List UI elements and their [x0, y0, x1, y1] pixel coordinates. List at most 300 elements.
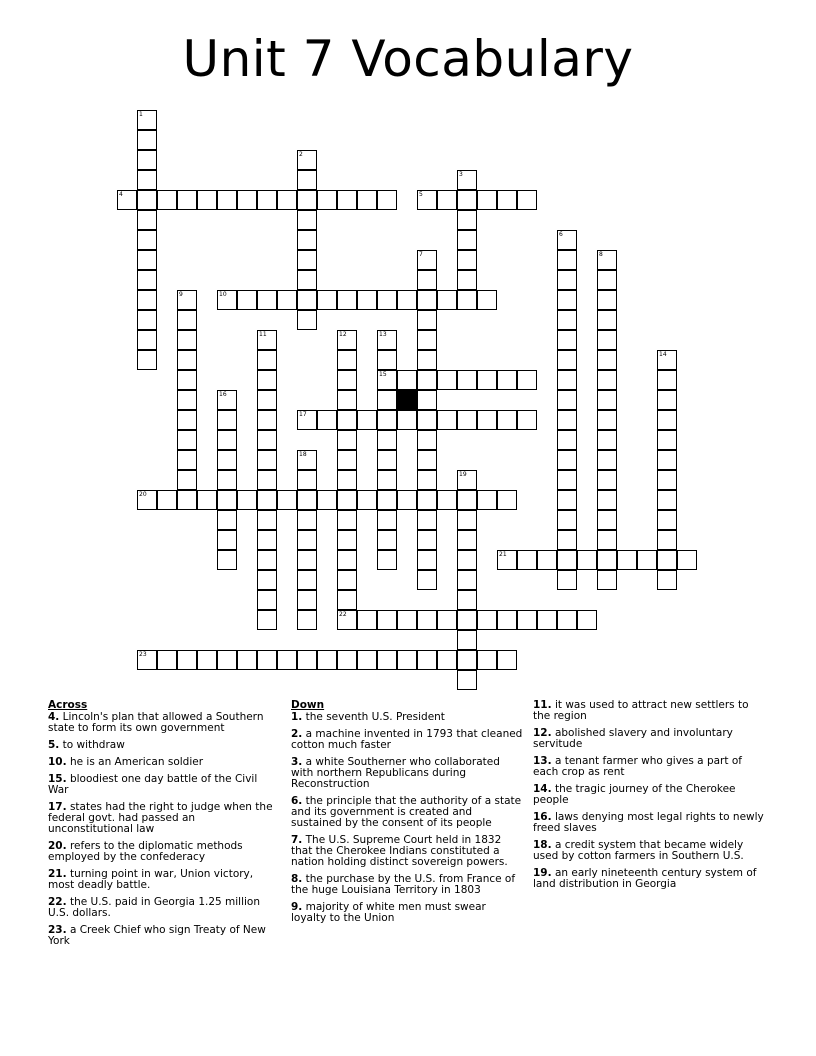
grid-cell[interactable] — [137, 150, 157, 170]
clue-number: 4. — [48, 711, 60, 723]
grid-cell[interactable] — [337, 490, 357, 510]
grid-cell[interactable] — [257, 550, 277, 570]
grid-cell[interactable] — [357, 610, 377, 630]
clue-number: 18. — [533, 839, 552, 851]
grid-cell[interactable] — [477, 190, 497, 210]
grid-cell[interactable] — [417, 510, 437, 530]
grid-cell[interactable] — [597, 370, 617, 390]
grid-cell[interactable] — [417, 350, 437, 370]
grid-cell[interactable] — [337, 190, 357, 210]
grid-cell[interactable] — [297, 490, 317, 510]
grid-cell[interactable] — [237, 650, 257, 670]
grid-cell[interactable] — [597, 470, 617, 490]
grid-cell[interactable] — [617, 550, 637, 570]
grid-cell[interactable] — [297, 650, 317, 670]
grid-cell[interactable] — [397, 610, 417, 630]
grid-cell[interactable] — [257, 290, 277, 310]
grid-cell[interactable] — [457, 510, 477, 530]
grid-cell[interactable] — [237, 190, 257, 210]
grid-cell[interactable] — [497, 490, 517, 510]
grid-cell[interactable] — [417, 530, 437, 550]
grid-cell[interactable] — [197, 650, 217, 670]
grid-cell[interactable] — [417, 410, 437, 430]
grid-cell[interactable] — [137, 650, 157, 670]
grid-cell[interactable] — [437, 610, 457, 630]
grid-cell[interactable] — [377, 510, 397, 530]
grid-cell[interactable] — [557, 390, 577, 410]
clue-text: abolished slavery and involuntary servitude — [533, 727, 733, 750]
grid-cell[interactable] — [477, 490, 497, 510]
grid-cell[interactable] — [557, 470, 577, 490]
grid-cell[interactable] — [297, 450, 317, 470]
grid-cell[interactable] — [317, 290, 337, 310]
grid-cell[interactable] — [397, 490, 417, 510]
grid-cell[interactable] — [177, 450, 197, 470]
grid-cell[interactable] — [417, 490, 437, 510]
grid-cell[interactable] — [437, 370, 457, 390]
grid-cell[interactable] — [237, 290, 257, 310]
grid-cell[interactable] — [517, 370, 537, 390]
grid-cell[interactable] — [217, 190, 237, 210]
grid-cell[interactable] — [597, 290, 617, 310]
grid-cell[interactable] — [577, 550, 597, 570]
grid-cell[interactable] — [357, 410, 377, 430]
grid-cell[interactable] — [237, 490, 257, 510]
clue-number: 14 — [659, 351, 667, 358]
grid-cell[interactable] — [337, 610, 357, 630]
grid-cell[interactable] — [417, 650, 437, 670]
grid-cell[interactable] — [637, 550, 657, 570]
grid-cell[interactable] — [557, 410, 577, 430]
grid-cell[interactable] — [337, 450, 357, 470]
grid-cell[interactable] — [397, 410, 417, 430]
grid-cell[interactable] — [297, 230, 317, 250]
grid-cell[interactable] — [457, 210, 477, 230]
clue-item — [291, 835, 523, 868]
grid-cell[interactable] — [217, 450, 237, 470]
grid-cell[interactable] — [597, 450, 617, 470]
grid-cell[interactable] — [297, 570, 317, 590]
grid-cell[interactable] — [257, 470, 277, 490]
grid-cell[interactable] — [137, 170, 157, 190]
grid-cell[interactable] — [317, 490, 337, 510]
grid-cell[interactable] — [177, 290, 197, 310]
grid-cell[interactable] — [377, 190, 397, 210]
grid-cell[interactable] — [257, 530, 277, 550]
grid-cell[interactable] — [557, 450, 577, 470]
grid-cell[interactable] — [297, 270, 317, 290]
grid-cell[interactable] — [217, 410, 237, 430]
grid-cell[interactable] — [257, 190, 277, 210]
grid-cell[interactable] — [517, 410, 537, 430]
grid-cell[interactable] — [597, 490, 617, 510]
grid-cell[interactable] — [137, 270, 157, 290]
grid-cell[interactable] — [657, 430, 677, 450]
grid-cell[interactable] — [297, 510, 317, 530]
grid-cell[interactable] — [457, 190, 477, 210]
grid-cell[interactable] — [417, 610, 437, 630]
grid-cell[interactable] — [597, 350, 617, 370]
grid-cell[interactable] — [177, 410, 197, 430]
clue-number: 18 — [299, 451, 307, 458]
grid-cell[interactable] — [557, 530, 577, 550]
grid-cell[interactable] — [657, 550, 677, 570]
grid-cell[interactable] — [297, 550, 317, 570]
grid-cell[interactable] — [517, 550, 537, 570]
grid-cell[interactable] — [177, 650, 197, 670]
grid-cell[interactable] — [337, 590, 357, 610]
grid-cell[interactable] — [497, 610, 517, 630]
grid-cell[interactable] — [417, 190, 437, 210]
grid-cell[interactable] — [377, 530, 397, 550]
grid-cell[interactable] — [377, 650, 397, 670]
clue-number: 15. — [48, 773, 67, 785]
grid-cell[interactable] — [117, 190, 137, 210]
grid-cell[interactable] — [437, 650, 457, 670]
clue-item — [48, 869, 280, 891]
grid-cell[interactable] — [257, 590, 277, 610]
grid-cell[interactable] — [557, 570, 577, 590]
grid-cell[interactable] — [597, 430, 617, 450]
grid-cell[interactable] — [257, 330, 277, 350]
grid-cell[interactable] — [517, 190, 537, 210]
grid-cell[interactable] — [437, 410, 457, 430]
grid-cell[interactable] — [437, 190, 457, 210]
grid-cell[interactable] — [217, 510, 237, 530]
grid-cell[interactable] — [497, 190, 517, 210]
grid-cell[interactable] — [457, 550, 477, 570]
grid-cell[interactable] — [137, 250, 157, 270]
clue-item — [291, 796, 523, 829]
grid-cell[interactable] — [337, 350, 357, 370]
grid-cell[interactable] — [377, 490, 397, 510]
page-title: Unit 7 Vocabulary — [182, 30, 634, 88]
grid-cell[interactable] — [337, 470, 357, 490]
grid-cell[interactable] — [437, 290, 457, 310]
grid-cell[interactable] — [317, 650, 337, 670]
grid-cell[interactable] — [377, 410, 397, 430]
clue-item — [533, 700, 765, 722]
grid-cell[interactable] — [657, 510, 677, 530]
grid-cell[interactable] — [137, 290, 157, 310]
grid-cell[interactable] — [377, 550, 397, 570]
grid-cell[interactable] — [557, 310, 577, 330]
grid-cell[interactable] — [597, 390, 617, 410]
grid-cell[interactable] — [337, 530, 357, 550]
grid-cell[interactable] — [177, 490, 197, 510]
grid-cell[interactable] — [157, 490, 177, 510]
grid-cell[interactable] — [397, 290, 417, 310]
grid-cell[interactable] — [337, 410, 357, 430]
clue-number: 23 — [139, 651, 147, 658]
grid-cell[interactable] — [377, 610, 397, 630]
grid-cell[interactable] — [557, 330, 577, 350]
grid-cell[interactable] — [337, 650, 357, 670]
grid-cell[interactable] — [137, 210, 157, 230]
grid-cell[interactable] — [537, 610, 557, 630]
clue-number: 16 — [219, 391, 227, 398]
grid-cell[interactable] — [417, 430, 437, 450]
grid-cell[interactable] — [657, 530, 677, 550]
grid-cell[interactable] — [477, 650, 497, 670]
clue-item — [533, 868, 765, 890]
grid-cell[interactable] — [557, 370, 577, 390]
grid-cell[interactable] — [537, 550, 557, 570]
clue-text: it was used to attract new settlers to the region — [533, 699, 749, 722]
clue-text: laws denying most legal rights to newly freed slaves — [533, 811, 764, 834]
grid-cell[interactable] — [217, 550, 237, 570]
grid-cell[interactable] — [157, 190, 177, 210]
grid-cell[interactable] — [457, 370, 477, 390]
grid-cell[interactable] — [257, 350, 277, 370]
grid-cell[interactable] — [457, 670, 477, 690]
grid-cell[interactable] — [297, 410, 317, 430]
grid-cell[interactable] — [317, 190, 337, 210]
grid-cell[interactable] — [557, 430, 577, 450]
grid-cell[interactable] — [597, 270, 617, 290]
grid-cell[interactable] — [377, 350, 397, 370]
grid-cell[interactable] — [297, 310, 317, 330]
grid-cell[interactable] — [257, 510, 277, 530]
grid-cell[interactable] — [477, 370, 497, 390]
grid-cell[interactable] — [417, 370, 437, 390]
grid-cell[interactable] — [377, 430, 397, 450]
grid-cell[interactable] — [137, 190, 157, 210]
down-clues — [291, 700, 523, 930]
grid-cell[interactable] — [597, 310, 617, 330]
grid-cell[interactable] — [457, 530, 477, 550]
grid-cell[interactable] — [557, 230, 577, 250]
grid-cell[interactable] — [397, 650, 417, 670]
grid-cell[interactable] — [337, 290, 357, 310]
grid-cell[interactable] — [337, 430, 357, 450]
clue-item — [291, 874, 523, 896]
grid-cell[interactable] — [557, 350, 577, 370]
grid-cell[interactable] — [457, 230, 477, 250]
grid-cell[interactable] — [337, 370, 357, 390]
grid-cell[interactable] — [177, 390, 197, 410]
grid-cell[interactable] — [137, 330, 157, 350]
grid-cell[interactable] — [137, 490, 157, 510]
grid-cell[interactable] — [577, 610, 597, 630]
grid-cell[interactable] — [497, 370, 517, 390]
grid-cell[interactable] — [257, 450, 277, 470]
grid-cell[interactable] — [657, 490, 677, 510]
across-heading: Across — [48, 699, 88, 711]
grid-cell[interactable] — [417, 550, 437, 570]
clue-text: the seventh U.S. President — [305, 711, 445, 723]
grid-cell[interactable] — [157, 650, 177, 670]
grid-cell[interactable] — [677, 550, 697, 570]
clue-number: 6 — [559, 231, 563, 238]
grid-cell[interactable] — [297, 170, 317, 190]
grid-cell[interactable] — [377, 470, 397, 490]
down-heading: Down — [291, 699, 325, 711]
grid-cell[interactable] — [257, 570, 277, 590]
grid-cell[interactable] — [317, 410, 337, 430]
grid-cell[interactable] — [297, 150, 317, 170]
grid-cell[interactable] — [297, 590, 317, 610]
grid-cell[interactable] — [137, 130, 157, 150]
grid-cell[interactable] — [337, 550, 357, 570]
grid-cell[interactable] — [397, 370, 417, 390]
grid-cell[interactable] — [357, 650, 377, 670]
grid-cell[interactable] — [457, 250, 477, 270]
grid-cell[interactable] — [257, 390, 277, 410]
grid-cell[interactable] — [177, 430, 197, 450]
grid-cell[interactable] — [457, 570, 477, 590]
grid-cell[interactable] — [277, 190, 297, 210]
grid-cell[interactable] — [557, 610, 577, 630]
grid-cell[interactable] — [657, 370, 677, 390]
grid-cell[interactable] — [297, 610, 317, 630]
grid-cell[interactable] — [217, 430, 237, 450]
grid-cell[interactable] — [177, 470, 197, 490]
clue-number: 21. — [48, 868, 67, 880]
grid-cell[interactable] — [657, 450, 677, 470]
grid-cell[interactable] — [277, 650, 297, 670]
grid-cell[interactable] — [597, 410, 617, 430]
grid-cell[interactable] — [417, 310, 437, 330]
clue-text: a tenant farmer who gives a part of each crop as rent — [533, 755, 742, 778]
grid-cell[interactable] — [337, 510, 357, 530]
grid-cell[interactable] — [257, 650, 277, 670]
grid-cell[interactable] — [357, 190, 377, 210]
grid-cell[interactable] — [597, 250, 617, 270]
grid-cell[interactable] — [197, 190, 217, 210]
grid-cell[interactable] — [217, 290, 237, 310]
grid-cell[interactable] — [417, 270, 437, 290]
grid-cell[interactable] — [297, 250, 317, 270]
grid-cell[interactable] — [557, 290, 577, 310]
grid-cell[interactable] — [417, 330, 437, 350]
grid-cell[interactable] — [137, 110, 157, 130]
grid-cell[interactable] — [297, 190, 317, 210]
grid-cell[interactable] — [177, 370, 197, 390]
grid-cell[interactable] — [597, 510, 617, 530]
grid-cell[interactable] — [337, 390, 357, 410]
grid-cell[interactable] — [337, 330, 357, 350]
grid-cell[interactable] — [657, 410, 677, 430]
grid-cell[interactable] — [197, 490, 217, 510]
grid-cell[interactable] — [297, 470, 317, 490]
grid-cell[interactable] — [177, 350, 197, 370]
grid-cell[interactable] — [297, 290, 317, 310]
grid-cell[interactable] — [417, 470, 437, 490]
grid-cell[interactable] — [257, 370, 277, 390]
grid-cell[interactable] — [457, 170, 477, 190]
grid-cell[interactable] — [597, 570, 617, 590]
grid-cell[interactable] — [457, 610, 477, 630]
grid-cell[interactable] — [657, 470, 677, 490]
across-clues — [48, 700, 280, 953]
clue-text: bloodiest one day battle of the Civil War — [48, 773, 258, 796]
grid-cell[interactable] — [377, 370, 397, 390]
grid-cell[interactable] — [357, 290, 377, 310]
grid-cell[interactable] — [377, 390, 397, 410]
grid-cell[interactable] — [357, 490, 377, 510]
grid-cell[interactable] — [497, 650, 517, 670]
grid-cell[interactable] — [437, 490, 457, 510]
grid-cell[interactable] — [297, 530, 317, 550]
grid-cell[interactable] — [137, 350, 157, 370]
grid-cell[interactable] — [137, 310, 157, 330]
grid-cell[interactable] — [277, 290, 297, 310]
grid-cell[interactable] — [497, 410, 517, 430]
clue-number: 11. — [533, 699, 552, 711]
grid-cell[interactable] — [377, 330, 397, 350]
grid-cell[interactable] — [257, 490, 277, 510]
clue-item — [48, 925, 280, 947]
grid-cell[interactable] — [457, 290, 477, 310]
grid-cell[interactable] — [597, 330, 617, 350]
grid-cell[interactable] — [557, 270, 577, 290]
grid-cell[interactable] — [217, 490, 237, 510]
grid-cell[interactable] — [217, 470, 237, 490]
grid-cell[interactable] — [557, 250, 577, 270]
grid-cell[interactable] — [217, 650, 237, 670]
clue-number: 11 — [259, 331, 267, 338]
grid-cell[interactable] — [557, 510, 577, 530]
grid-cell[interactable] — [297, 210, 317, 230]
grid-cell[interactable] — [277, 490, 297, 510]
grid-cell[interactable] — [177, 310, 197, 330]
clue-item — [291, 902, 523, 924]
grid-cell[interactable] — [597, 550, 617, 570]
clue-number: 12 — [339, 331, 347, 338]
grid-cell[interactable] — [497, 550, 517, 570]
clue-item — [48, 897, 280, 919]
grid-cell[interactable] — [517, 610, 537, 630]
grid-cell[interactable] — [417, 290, 437, 310]
grid-cell[interactable] — [257, 430, 277, 450]
grid-cell[interactable] — [457, 470, 477, 490]
grid-cell[interactable] — [177, 330, 197, 350]
grid-cell[interactable] — [657, 570, 677, 590]
clue-text: a credit system that became widely used by cotton farmers in Southern U.S. — [533, 839, 744, 862]
grid-cell[interactable] — [457, 490, 477, 510]
grid-cell[interactable] — [257, 610, 277, 630]
grid-cell[interactable] — [377, 450, 397, 470]
grid-cell[interactable] — [557, 490, 577, 510]
grid-cell[interactable] — [457, 650, 477, 670]
grid-cell[interactable] — [597, 530, 617, 550]
grid-cell[interactable] — [477, 610, 497, 630]
grid-cell[interactable] — [657, 350, 677, 370]
grid-cell[interactable] — [477, 410, 497, 430]
grid-cell[interactable] — [257, 410, 277, 430]
grid-cell[interactable] — [417, 450, 437, 470]
grid-cell[interactable] — [137, 230, 157, 250]
grid-cell[interactable] — [177, 190, 197, 210]
clue-number: 17. — [48, 801, 67, 813]
grid-cell[interactable] — [217, 530, 237, 550]
clue-item — [48, 757, 280, 768]
grid-cell[interactable] — [457, 410, 477, 430]
grid-cell[interactable] — [377, 290, 397, 310]
grid-cell[interactable] — [457, 630, 477, 650]
grid-cell[interactable] — [417, 250, 437, 270]
grid-cell[interactable] — [557, 550, 577, 570]
grid-cell[interactable] — [417, 390, 437, 410]
grid-cell[interactable] — [217, 390, 237, 410]
grid-cell[interactable] — [337, 570, 357, 590]
grid-cell[interactable] — [477, 290, 497, 310]
grid-cell[interactable] — [657, 390, 677, 410]
grid-cell[interactable] — [417, 570, 437, 590]
grid-cell[interactable] — [457, 270, 477, 290]
grid-cell[interactable] — [457, 590, 477, 610]
